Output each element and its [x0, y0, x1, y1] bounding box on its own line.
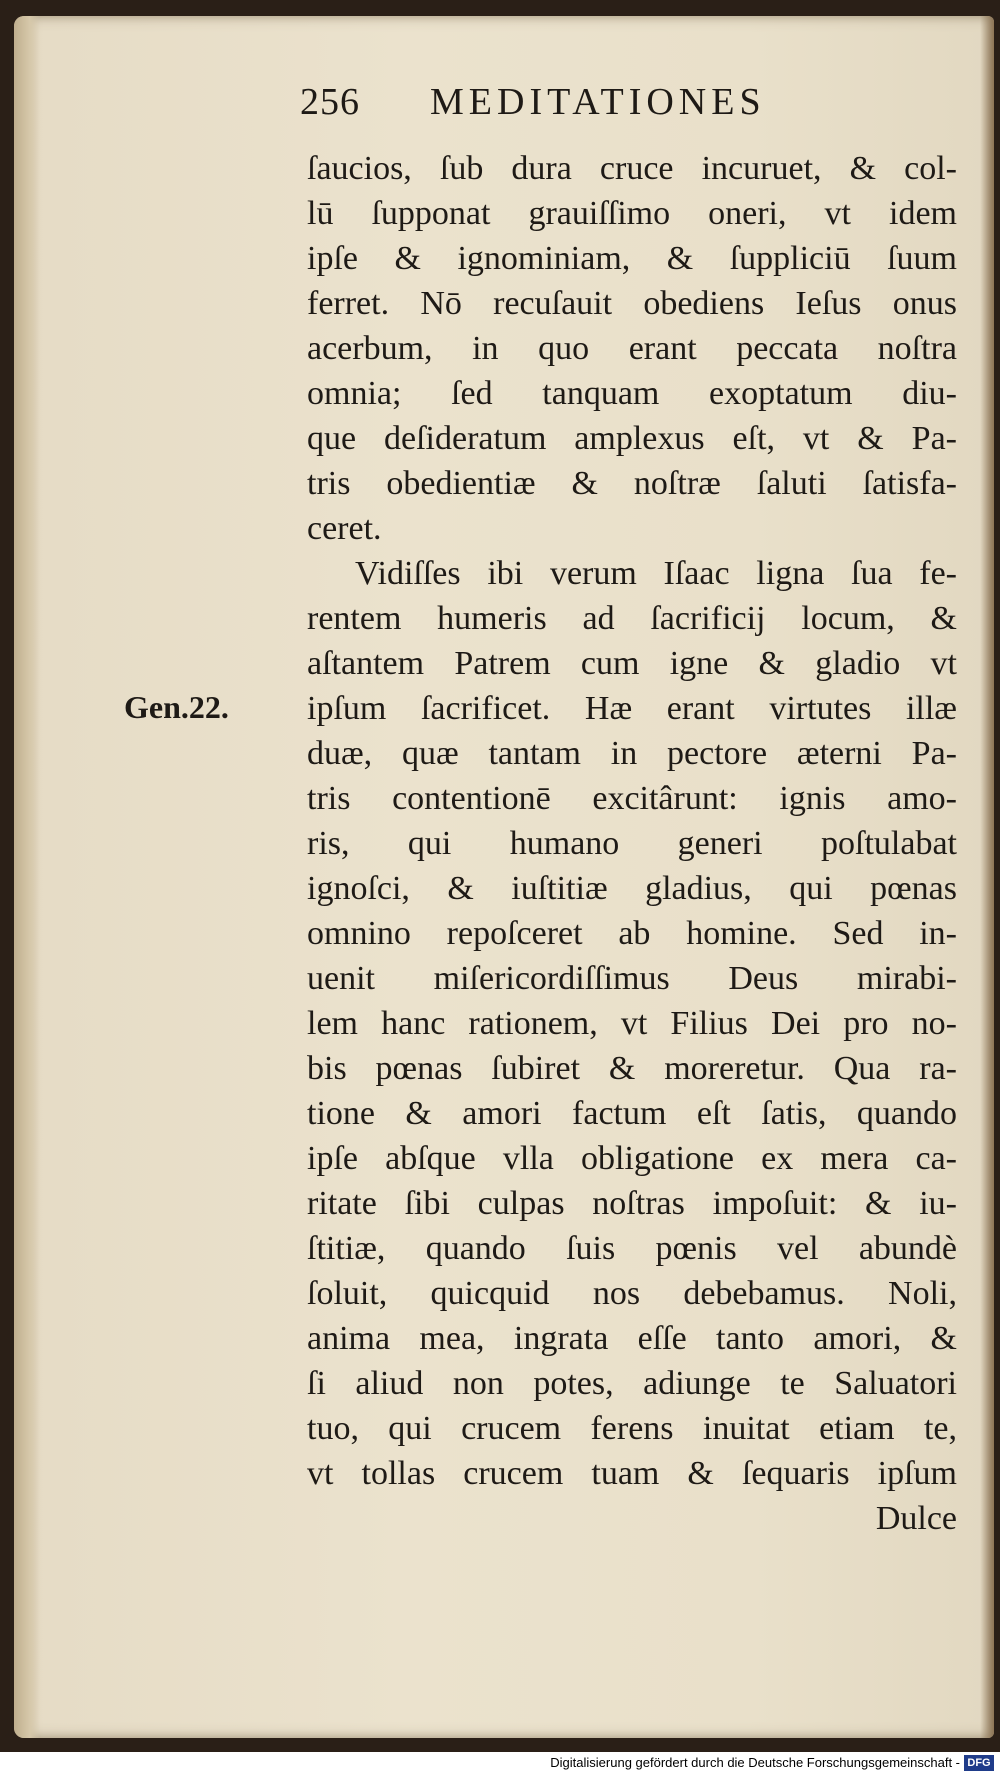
text-line: ipſe abſque vlla obligatione ex mera ca-: [307, 1140, 957, 1177]
dfg-logo: DFG: [964, 1755, 994, 1771]
text-line: Vidiſſes ibi verum Iſaac ligna ſua fe-: [355, 555, 957, 592]
text-line: ipſum ſacrificet. Hæ erant virtutes illæ: [307, 690, 957, 727]
text-line: ris, qui humano generi poſtulabat: [307, 825, 957, 862]
funding-credit: Digitalisierung gefördert durch die Deutsche Forschungsgemeinschaft -: [550, 1755, 960, 1770]
page-number: 256: [300, 81, 360, 123]
text-line: duæ, quæ tantam in pectore æterni Pa-: [307, 735, 957, 772]
text-line: ipſe & ignominiam, & ſuppliciū ſuum: [307, 240, 957, 277]
text-line: omnino repoſceret ab homine. Sed in-: [307, 915, 957, 952]
text-line: rentem humeris ad ſacrificij locum, &: [307, 600, 957, 637]
running-head: MEDITATIONES: [430, 81, 766, 123]
page-gutter-shadow: [14, 16, 40, 1738]
text-line: tuo, qui crucem ferens inuitat etiam te,: [307, 1410, 957, 1447]
text-line: ceret.: [307, 510, 382, 547]
text-line: que deſideratum amplexus eſt, vt & Pa-: [307, 420, 957, 457]
text-line: ritate ſibi culpas noſtras impoſuit: & iu-: [307, 1185, 957, 1222]
margin-note: Gen.22.: [124, 689, 229, 725]
page-header: [300, 80, 860, 130]
text-line: ſaucios, ſub dura cruce incuruet, & col-: [307, 150, 957, 187]
text-line: ferret. Nō recuſauit obediens Ieſus onus: [307, 285, 957, 322]
text-line: aſtantem Patrem cum igne & gladio vt: [307, 645, 957, 682]
text-line: ſtitiæ, quando ſuis pœnis vel abundè: [307, 1230, 957, 1267]
text-line: ſi aliud non potes, adiunge te Saluatori: [307, 1365, 957, 1402]
text-line: uenit miſericordiſſimus Deus mirabi-: [307, 960, 957, 997]
text-line: tris contentionē excitârunt: ignis amo-: [307, 780, 957, 817]
text-line: ignoſci, & iuſtitiæ gladius, qui pœnas: [307, 870, 957, 907]
text-line: acerbum, in quo erant peccata noſtra: [307, 330, 957, 367]
text-line: bis pœnas ſubiret & moreretur. Qua ra-: [307, 1050, 957, 1087]
text-line: lem hanc rationem, vt Filius Dei pro no-: [307, 1005, 957, 1042]
page-edge-shadow: [980, 16, 994, 1738]
text-line: ſoluit, quicquid nos debebamus. Noli,: [307, 1275, 957, 1312]
text-line: tione & amori factum eſt ſatis, quando: [307, 1095, 957, 1132]
body-text: [307, 146, 957, 1541]
text-line: tris obedientiæ & noſtræ ſaluti ſatisfa-: [307, 465, 957, 502]
text-line: omnia; ſed tanquam exoptatum diu-: [307, 375, 957, 412]
text-line: lū ſupponat grauiſſimo oneri, vt idem: [307, 195, 957, 232]
catchword: Dulce: [875, 1500, 957, 1537]
text-line: anima mea, ingrata eſſe tanto amori, &: [307, 1320, 957, 1357]
footer-bar: [0, 1752, 1000, 1774]
text-line: vt tollas crucem tuam & ſequaris ipſum: [307, 1455, 957, 1492]
